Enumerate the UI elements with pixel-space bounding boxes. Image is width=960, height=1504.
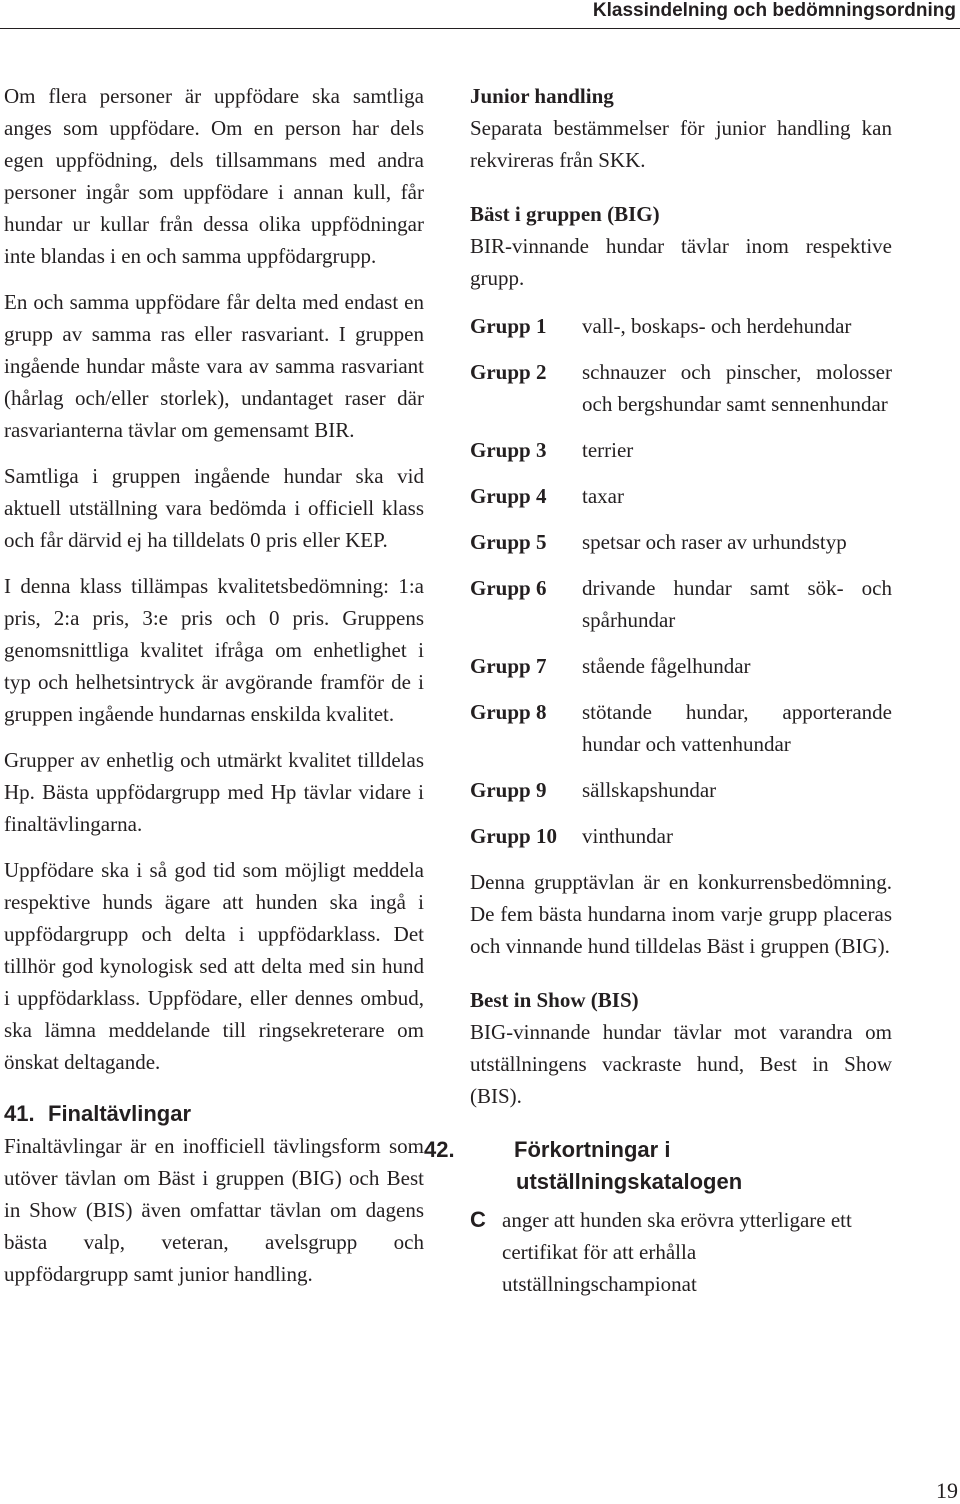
group-row — [470, 310, 892, 342]
group-competition-text: Denna grupptävlan är en konkurrensbedömning. De fem bästa hundarna inom varje grupp placeras och vinnande hund tilldelas Bäst i gruppen (BIG). — [470, 870, 892, 958]
junior-handling-heading: Junior handling — [470, 84, 614, 108]
section-41-title: Finaltävlingar — [48, 1101, 192, 1126]
group-row — [470, 526, 892, 558]
group-label: Grupp 8 — [470, 700, 547, 724]
section-42-heading — [424, 1134, 892, 1198]
group-desc: stående fågelhundar — [582, 654, 751, 678]
group-desc: taxar — [582, 484, 624, 508]
paragraph-breeders: Om flera personer är uppfödare ska samtliga anges som uppfödare. Om en person har dels egen uppfödning, dels tillsammans med andra personer ingår som uppfödare i annan kull, får hundar ur kullar från dessa olika uppfödningar inte blandas i en och samma uppfödargrupp. — [4, 84, 424, 268]
group-label: Grupp 7 — [470, 654, 547, 678]
section-42-title: Förkortningar i utställningskatalogen — [514, 1137, 743, 1194]
section-41-heading — [4, 1098, 424, 1130]
group-label: Grupp 10 — [470, 824, 557, 848]
bis-text: BIG-vinnande hundar tävlar mot varandra om utställningens vackraste hund, Best in Show (BIS). — [470, 1020, 892, 1108]
group-row — [470, 572, 892, 636]
group-label: Grupp 6 — [470, 576, 547, 600]
group-row — [470, 480, 892, 512]
paragraph-hp: Grupper av enhetlig och utmärkt kvalitet tilldelas Hp. Bästa uppfödargrupp med Hp tävlar vidare i finaltävlingarna. — [4, 748, 424, 836]
group-row — [470, 356, 892, 420]
group-label: Grupp 1 — [470, 314, 547, 338]
page-number: 19 — [936, 1478, 958, 1503]
paragraph-one-group: En och samma uppfödare får delta med endast en grupp av samma ras eller rasvariant. I gruppen ingående hundar måste vara av samma rasvariant (hårlag och/eller storlek), undantaget raser där rasvarianterna tävlar om gemensamt BIR. — [4, 290, 424, 442]
group-list — [470, 310, 892, 852]
group-label: Grupp 5 — [470, 530, 547, 554]
paragraph-quality: I denna klass tillämpas kvalitetsbedömning: 1:a pris, 2:a pris, 3:e pris och 0 pris. Gruppens genomsnittliga kvalitet ifråga om enhetlighet i typ och helhetsintryck är avgörande framför de i gruppen ingående hundarnas enskilda kvalitet. — [4, 574, 424, 726]
abbreviation-row — [470, 1204, 892, 1300]
group-row — [470, 696, 892, 760]
bis-heading: Best in Show (BIS) — [470, 988, 639, 1012]
big-heading: Bäst i gruppen (BIG) — [470, 202, 660, 226]
right-column — [424, 80, 892, 1300]
group-row — [470, 650, 892, 682]
running-header-title: Klassindelning och bedömningsordning — [592, 0, 956, 21]
group-desc: drivande hundar samt sök- och spårhundar — [582, 576, 892, 632]
group-desc: schnauzer och pinscher, molosser och bergshundar samt sennenhundar — [582, 360, 892, 416]
left-column — [4, 80, 424, 1304]
group-row — [470, 434, 892, 466]
header-rule — [0, 28, 960, 29]
abbreviation-code: C — [470, 1207, 486, 1232]
group-desc: terrier — [582, 438, 634, 462]
group-row — [470, 820, 892, 852]
paragraph-notify: Uppfödare ska i så god tid som möjligt meddela respektive hunds ägare att hunden ska ingå i uppfödargrupp och delta i uppfödarklass. Det tillhör god kynologisk sed att delta med sin hund i uppfödarklass. Uppfödare, eller dennes ombud, ska lämna meddelande till ringsekreterare om önskat deltagande. — [4, 858, 424, 1074]
section-41-number: 41. — [4, 1101, 35, 1126]
group-label: Grupp 3 — [470, 438, 547, 462]
group-desc: spetsar och raser av urhundstyp — [582, 530, 847, 554]
group-desc: vinthundar — [582, 824, 673, 848]
section-41-text: Finaltävlingar är en inofficiell tävlingsform som utöver tävlan om Bäst i gruppen (BIG) och Best in Show (BIS) även omfattar tävlan om dagens bästa valp, veteran, avelsgrupp och uppfödargrupp samt junior handling. — [4, 1134, 424, 1286]
group-label: Grupp 9 — [470, 778, 547, 802]
paragraph-judged: Samtliga i gruppen ingående hundar ska vid aktuell utställning vara bedömda i officiell klass och får därvid ej ha tilldelats 0 pris eller KEP. — [4, 464, 424, 552]
group-label: Grupp 4 — [470, 484, 547, 508]
page-header — [0, 0, 960, 32]
junior-handling-text: Separata bestämmelser för junior handling kan rekvireras från SKK. — [470, 116, 892, 172]
section-42-number: 42. — [424, 1137, 455, 1162]
group-desc: sällskapshundar — [582, 778, 717, 802]
abbreviation-desc: anger att hunden ska erövra ytterligare ett certifikat för att erhålla utställningschampionat — [502, 1208, 852, 1296]
group-desc: stötande hundar, apporterande hundar och vattenhundar — [582, 700, 892, 756]
group-desc: vall-, boskaps- och herdehundar — [582, 314, 852, 338]
big-text: BIR-vinnande hundar tävlar inom respektive grupp. — [470, 234, 892, 290]
group-row — [470, 774, 892, 806]
group-label: Grupp 2 — [470, 360, 547, 384]
